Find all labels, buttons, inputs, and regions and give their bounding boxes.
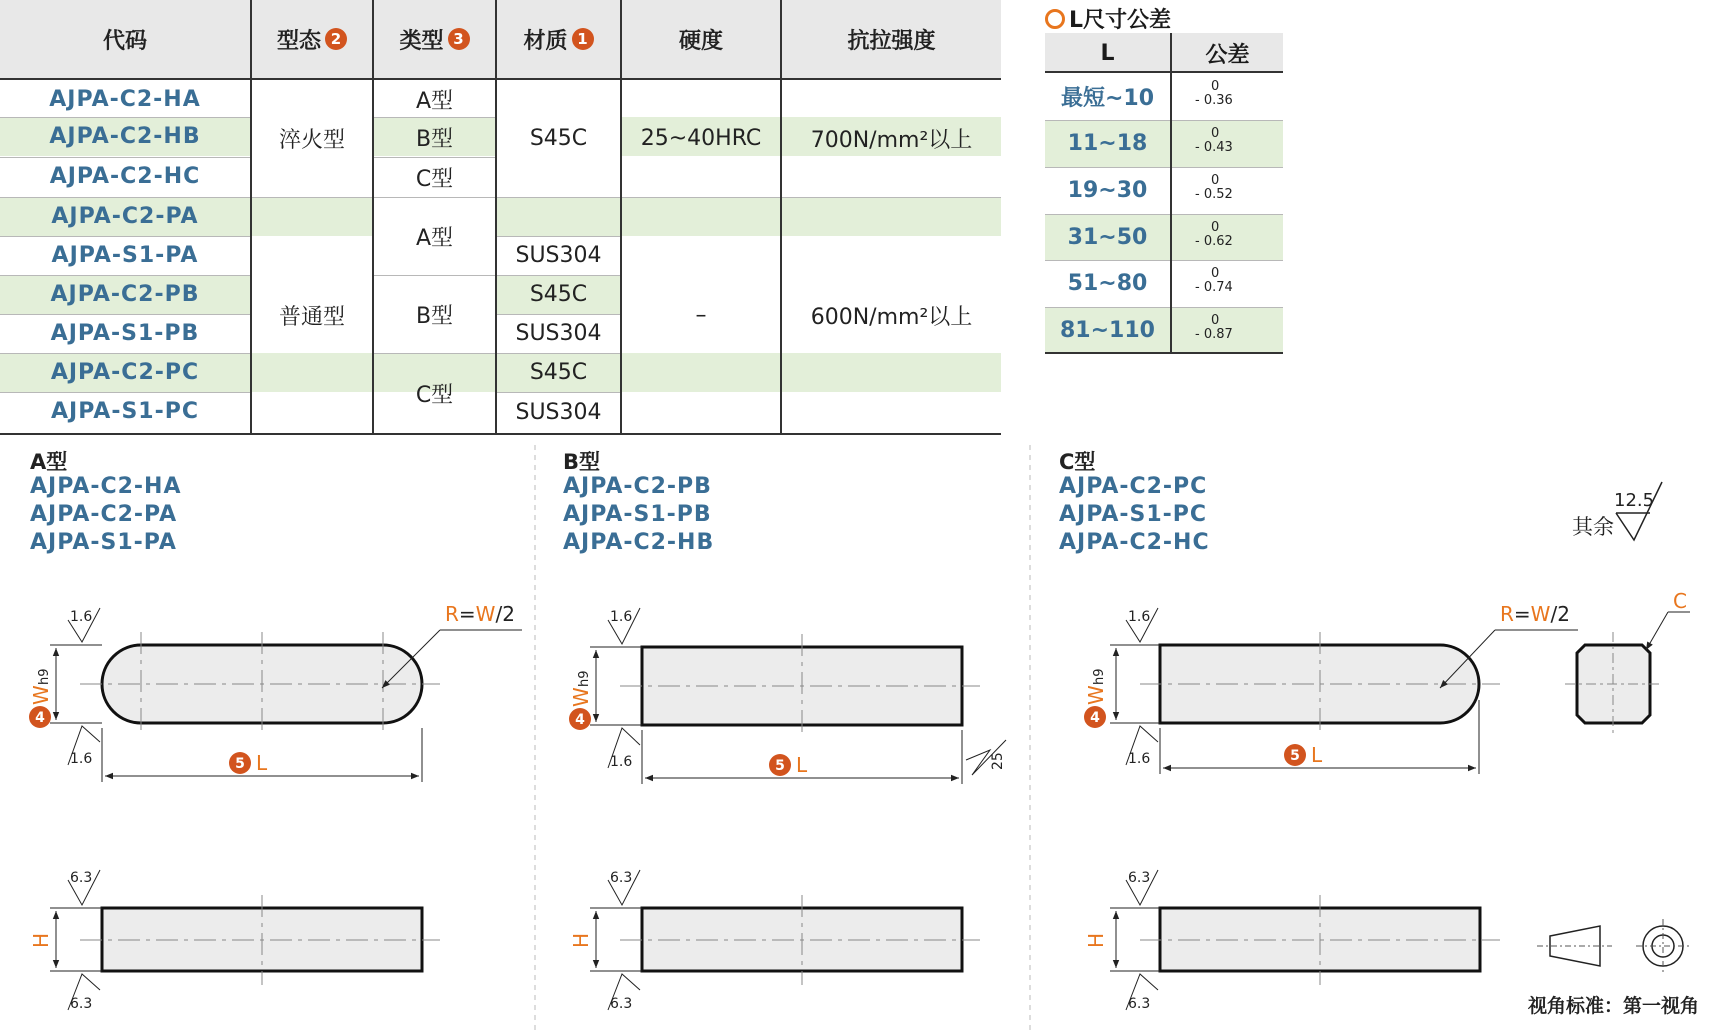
radius-label: R=W/2 bbox=[1500, 602, 1570, 626]
circle-icon bbox=[1045, 9, 1065, 29]
tol-l-cell: 31~50 bbox=[1067, 225, 1148, 250]
view-standard: 视角标准：第一视角 bbox=[1528, 995, 1700, 1017]
tensile-quench: 700N/mm²以上 bbox=[810, 128, 973, 153]
roughness-label: 6.3 bbox=[70, 996, 93, 1012]
badge-1: 1 bbox=[572, 28, 594, 50]
c-side-view bbox=[1084, 870, 1500, 1012]
code-cell: AJPA-C2-HB bbox=[49, 124, 201, 149]
tol-value: 0 - 0.74 bbox=[1195, 266, 1233, 295]
badge-5-text: 5 bbox=[775, 758, 785, 774]
code-cell: AJPA-S1-PC bbox=[50, 399, 200, 424]
type-cell: B型 bbox=[415, 127, 454, 152]
roughness-label: 6.3 bbox=[610, 996, 633, 1012]
badge-3: 3 bbox=[448, 28, 470, 50]
width-label: W bbox=[1084, 685, 1108, 705]
state-quench: 淬火型 bbox=[278, 128, 345, 153]
material-cell: SUS304 bbox=[515, 321, 602, 346]
header-type: 类型 3 bbox=[374, 0, 495, 78]
height-label: H bbox=[569, 932, 593, 948]
material-cell: S45C bbox=[529, 126, 588, 151]
roughness-label: 25 bbox=[990, 752, 1006, 770]
tol-l-cell: 81~110 bbox=[1060, 318, 1155, 343]
height-label: H bbox=[1084, 932, 1108, 948]
tol-value: 0 - 0.52 bbox=[1195, 173, 1233, 202]
roughness-label: 6.3 bbox=[610, 870, 633, 886]
drawing-code: AJPA-C2-HB bbox=[563, 530, 715, 555]
roughness-label: 1.6 bbox=[610, 609, 633, 625]
badge-5-text: 5 bbox=[235, 756, 245, 772]
drawing-code: AJPA-C2-PA bbox=[30, 502, 178, 527]
hardness-normal: – bbox=[695, 302, 707, 328]
length-label: L bbox=[1311, 743, 1323, 767]
tol-header-tol: 公差 bbox=[1172, 33, 1283, 73]
width-label: W bbox=[569, 687, 593, 707]
drawing-code: AJPA-C2-HA bbox=[30, 474, 182, 499]
code-cell: AJPA-C2-PC bbox=[50, 360, 200, 385]
projection-symbol-icon bbox=[1537, 919, 1690, 973]
code-cell: AJPA-C2-HA bbox=[49, 87, 201, 112]
code-cell: AJPA-S1-PA bbox=[51, 243, 199, 268]
tol-l-cell: 11~18 bbox=[1067, 131, 1148, 156]
code-cell: AJPA-C2-PB bbox=[50, 282, 200, 307]
length-label: L bbox=[796, 753, 808, 777]
material-cell: S45C bbox=[529, 360, 588, 385]
badge-4-text: 4 bbox=[35, 710, 45, 726]
drawing-code: AJPA-C2-HC bbox=[1059, 530, 1210, 555]
section-title-c: C型 bbox=[1059, 450, 1096, 474]
a-side-view bbox=[29, 870, 440, 1012]
header-hardness: 硬度 bbox=[622, 0, 780, 78]
material-cell: S45C bbox=[529, 282, 588, 307]
c-top-view bbox=[1084, 602, 1578, 774]
c-end-view bbox=[1565, 589, 1690, 736]
drawing-code: AJPA-S1-PB bbox=[563, 502, 712, 527]
height-label: H bbox=[29, 932, 53, 948]
width-tol: h9 bbox=[1092, 668, 1107, 685]
remaining-label: 其余 bbox=[1572, 515, 1614, 539]
technical-drawings bbox=[0, 440, 1711, 1031]
drawing-code: AJPA-C2-PB bbox=[563, 474, 712, 499]
spec-table bbox=[0, 0, 1001, 435]
roughness-label: 1.6 bbox=[70, 751, 93, 767]
roughness-label: 6.3 bbox=[1128, 870, 1151, 886]
tol-l-cell: 最短~10 bbox=[1060, 86, 1155, 111]
roughness-label: 1.6 bbox=[1128, 751, 1151, 767]
length-label: L bbox=[256, 751, 268, 775]
type-cell: C型 bbox=[415, 166, 454, 192]
tol-l-cell: 19~30 bbox=[1067, 178, 1148, 203]
code-cell: AJPA-C2-HC bbox=[49, 164, 201, 189]
chamfer-label: C bbox=[1673, 589, 1687, 613]
remaining-roughness bbox=[1572, 482, 1662, 540]
section-title-b: B型 bbox=[563, 450, 601, 474]
type-cell: C型 bbox=[415, 382, 454, 408]
tol-value: 0 - 0.36 bbox=[1195, 79, 1233, 108]
badge-2: 2 bbox=[325, 28, 347, 50]
tensile-normal: 600N/mm²以上 bbox=[810, 304, 973, 330]
badge-5-text: 5 bbox=[1290, 748, 1300, 764]
material-cell: SUS304 bbox=[515, 400, 602, 425]
width-tol: h9 bbox=[37, 668, 52, 685]
roughness-label: 1.6 bbox=[610, 754, 633, 770]
type-cell: B型 bbox=[415, 303, 454, 329]
drawing-code: AJPA-S1-PC bbox=[1059, 502, 1208, 527]
hardness-quench: 25~40HRC bbox=[640, 126, 762, 151]
radius-label: R=W/2 bbox=[445, 602, 515, 626]
type-cell: A型 bbox=[415, 88, 454, 114]
header-material: 材质 1 bbox=[497, 0, 620, 78]
header-state: 型态 2 bbox=[252, 0, 372, 78]
drawing-code: AJPA-C2-PC bbox=[1059, 474, 1208, 499]
header-tensile: 抗拉强度 bbox=[782, 0, 1001, 78]
width-label: W bbox=[29, 685, 53, 705]
section-title-a: A型 bbox=[30, 450, 68, 474]
header-code: 代码 bbox=[0, 0, 250, 78]
tol-l-cell: 51~80 bbox=[1067, 271, 1148, 296]
roughness-label: 1.6 bbox=[1128, 609, 1151, 625]
b-side-view bbox=[569, 870, 980, 1012]
roughness-label: 1.6 bbox=[70, 609, 93, 625]
tol-value: 0 - 0.62 bbox=[1195, 220, 1233, 249]
b-top-view bbox=[569, 608, 1006, 784]
code-cell: AJPA-C2-PA bbox=[51, 204, 199, 229]
tolerance-title: L尺寸公差 bbox=[1069, 8, 1172, 33]
roughness-label: 6.3 bbox=[1128, 996, 1151, 1012]
code-cell: AJPA-S1-PB bbox=[50, 321, 200, 346]
width-tol: h9 bbox=[577, 670, 592, 687]
a-top-view bbox=[29, 602, 522, 782]
drawing-code: AJPA-S1-PA bbox=[30, 530, 177, 555]
badge-4-text: 4 bbox=[1090, 710, 1100, 726]
material-cell: SUS304 bbox=[515, 243, 602, 268]
badge-4-text: 4 bbox=[575, 712, 585, 728]
tol-header-l: L bbox=[1045, 33, 1170, 73]
tol-value: 0 - 0.87 bbox=[1195, 313, 1233, 342]
type-cell: A型 bbox=[415, 225, 454, 251]
roughness-label: 6.3 bbox=[70, 870, 93, 886]
state-normal: 普通型 bbox=[278, 304, 345, 330]
roughness-label: 12.5 bbox=[1614, 490, 1655, 511]
tol-value: 0 - 0.43 bbox=[1195, 126, 1233, 155]
